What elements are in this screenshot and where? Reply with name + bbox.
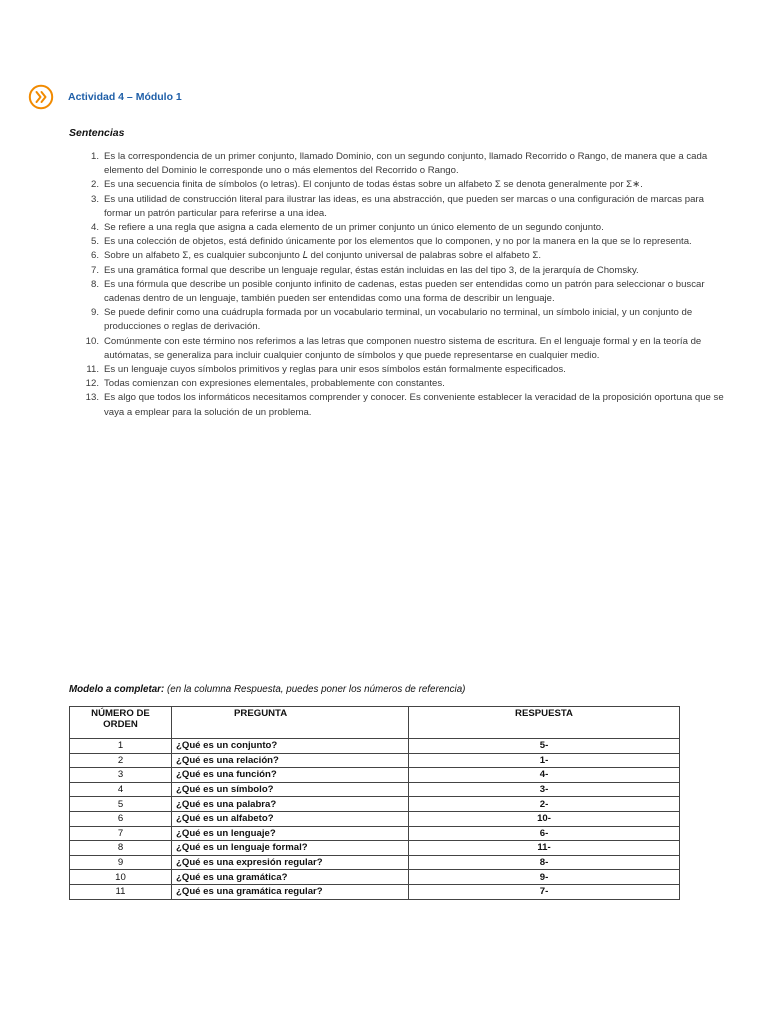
answer-cell: 6- <box>409 826 680 841</box>
column-header-answer: RESPUESTA <box>409 707 680 739</box>
answer-cell: 5- <box>409 739 680 754</box>
table-row <box>70 768 680 783</box>
sentence-item: Es algo que todos los informáticos necesitamos comprender y conocer. Es conveniente establecer la veracidad de la proposición oportuna que se vaya a emplear para la solución de un problema. <box>104 392 724 418</box>
answer-cell: 4- <box>409 768 680 783</box>
sentence-item: Es una secuencia finita de símbolos (o letras). El conjunto de todas éstas sobre un alfabeto Σ se denota generalmente por Σ∗. <box>104 179 643 191</box>
model-title-bold: Modelo a completar: <box>69 684 165 695</box>
order-number-cell: 10 <box>70 870 172 885</box>
answer-cell: 8- <box>409 855 680 870</box>
column-header-question: PREGUNTA <box>172 707 409 739</box>
column-header-number: NÚMERO DE ORDEN <box>70 707 172 739</box>
order-number-cell: 9 <box>70 855 172 870</box>
model-title <box>69 684 465 695</box>
page-header <box>28 84 182 110</box>
question-cell: ¿Qué es una relación? <box>172 753 409 768</box>
answer-cell: 3- <box>409 782 680 797</box>
answer-cell: 9- <box>409 870 680 885</box>
table-row <box>70 826 680 841</box>
order-number-cell: 11 <box>70 884 172 899</box>
question-cell: ¿Qué es un lenguaje? <box>172 826 409 841</box>
order-number-cell: 1 <box>70 739 172 754</box>
page-title: Actividad 4 – Módulo 1 <box>68 91 182 103</box>
order-number-cell: 4 <box>70 782 172 797</box>
table-row <box>70 841 680 856</box>
sentences-list <box>69 150 732 420</box>
table-row <box>70 797 680 812</box>
table-row <box>70 811 680 826</box>
sentence-item: Es un lenguaje cuyos símbolos primitivos y reglas para unir esos símbolos están formalmente especificados. <box>104 364 566 376</box>
sentence-item: Es una gramática formal que describe un lenguaje regular, éstas están incluidas en las del tipo 3, de la jerarquía de Chomsky. <box>104 264 639 276</box>
sentence-item: Es una fórmula que describe un posible conjunto infinito de cadenas, estas pueden ser entendidas como un patrón para seleccionar o buscar cadenas dentro de un lenguaje, también pueden ser entendidas como una forma de describir un lenguaje. <box>104 278 705 305</box>
order-number-cell: 5 <box>70 797 172 812</box>
answer-cell: 1- <box>409 753 680 768</box>
table-row <box>70 884 680 899</box>
question-cell: ¿Qué es un alfabeto? <box>172 811 409 826</box>
order-number-cell: 3 <box>70 768 172 783</box>
table-row <box>70 782 680 797</box>
sentence-item: Sobre un alfabeto Σ, es cualquier subconjunto 𝐿 del conjunto universal de palabras sobre el alfabeto Σ. <box>104 250 542 262</box>
table-row <box>70 870 680 885</box>
answers-table-body <box>70 739 680 900</box>
answer-cell: 11- <box>409 841 680 856</box>
answer-cell: 7- <box>409 884 680 899</box>
question-cell: ¿Qué es una gramática? <box>172 870 409 885</box>
model-title-rest: (en la columna Respuesta, puedes poner los números de referencia) <box>164 684 466 695</box>
question-cell: ¿Qué es una función? <box>172 768 409 783</box>
sentence-item: Se refiere a una regla que asigna a cada elemento de un primer conjunto un único elemento de un segundo conjunto. <box>104 222 604 234</box>
question-cell: ¿Qué es una expresión regular? <box>172 855 409 870</box>
answer-cell: 10- <box>409 811 680 826</box>
sentence-item: Todas comienzan con expresiones elementales, probablemente con constantes. <box>104 378 445 390</box>
order-number-cell: 8 <box>70 841 172 856</box>
sentence-item: Comúnmente con este término nos referimos a las letras que componen nuestro sistema de escritura. En el lenguaje formal y en la teoría de autómatas, se generaliza para incluir cualquier conjunto de símbolos y que puede representarse en cualquier medio. <box>104 335 702 361</box>
question-cell: ¿Qué es un conjunto? <box>172 739 409 754</box>
table-row <box>70 753 680 768</box>
sentence-item: Es una utilidad de construcción literal para ilustrar las ideas, es una abstracción, que pueden ser marcas o una configuración de marcas para formar un patrón particular para referirse a una idea. <box>104 193 704 219</box>
section-title: Sentencias <box>69 127 125 139</box>
question-cell: ¿Qué es una palabra? <box>172 797 409 812</box>
sentence-item: Es una colección de objetos, está definido únicamente por los elementos que lo componen, y no por la manera en la que se lo representa. <box>104 236 692 248</box>
double-chevron-circle-icon <box>28 84 54 110</box>
sentence-item: Es la correspondencia de un primer conjunto, llamado Dominio, con un segundo conjunto, llamado Recorrido o Rango, de manera que a cada elemento del Dominio le corresponde uno o más elementos del Recorrido o Rango. <box>104 151 708 177</box>
table-row <box>70 739 680 754</box>
table-header-row <box>70 707 680 739</box>
order-number-cell: 7 <box>70 826 172 841</box>
sentence-item: Se puede definir como una cuádrupla formada por un vocabulario terminal, un vocabulario no terminal, un símbolo inicial, y un conjunto de producciones o reglas de derivación. <box>104 307 693 333</box>
order-number-cell: 2 <box>70 753 172 768</box>
question-cell: ¿Qué es un símbolo? <box>172 782 409 797</box>
table-row <box>70 855 680 870</box>
question-cell: ¿Qué es un lenguaje formal? <box>172 841 409 856</box>
answer-cell: 2- <box>409 797 680 812</box>
answers-table <box>69 706 680 900</box>
question-cell: ¿Qué es una gramática regular? <box>172 884 409 899</box>
order-number-cell: 6 <box>70 811 172 826</box>
